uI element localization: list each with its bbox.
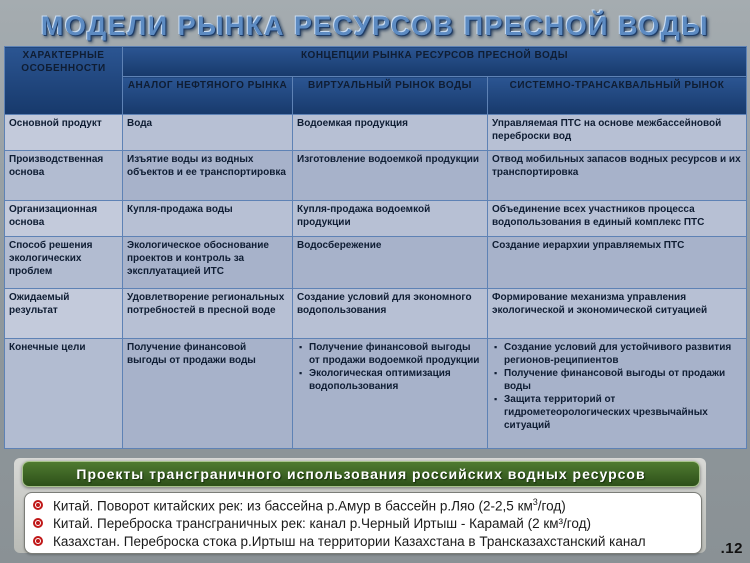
table-row xyxy=(5,237,747,289)
row-feature: Ожидаемый результат xyxy=(5,289,123,339)
col-header-oil-analog: АНАЛОГ НЕФТЯНОГО РЫНКА xyxy=(123,77,293,115)
cell-oil-analog: Изъятие воды из водных объектов и ее транспортировка xyxy=(123,151,293,201)
cell-system-market: Формирование механизма управления экологической и экономической ситуацией xyxy=(488,289,747,339)
table-row xyxy=(5,115,747,151)
list-item xyxy=(33,532,646,550)
list-item xyxy=(33,514,591,532)
cell-virtual-market xyxy=(293,339,488,449)
row-feature: Основной продукт xyxy=(5,115,123,151)
header-row-1 xyxy=(5,47,747,77)
cell-system-market: Отвод мобильных запасов водных ресурсов и их транспортировка xyxy=(488,151,747,201)
row-feature: Производственная основа xyxy=(5,151,123,201)
cell-virtual-market: Водосбережение xyxy=(293,237,488,289)
project-text: Китай. Поворот китайских рек: из бассейна р.Амур в бассейн р.Ляо (2-2,5 $км^3/год$) xyxy=(53,496,566,514)
table-row-final-goals xyxy=(5,339,747,449)
col-header-virtual-market: ВИРТУАЛЬНЫЙ РЫНОК ВОДЫ xyxy=(293,77,488,115)
cell-oil-analog: Вода xyxy=(123,115,293,151)
projects-list xyxy=(24,492,702,554)
cell-virtual-market: Купля-продажа водоемкой продукции xyxy=(293,201,488,237)
cell-virtual-market: Изготовление водоемкой продукции xyxy=(293,151,488,201)
cell-oil-analog: Экологическое обоснование проектов и контроль за эксплуатацией ИТС xyxy=(123,237,293,289)
projects-title: Проекты трансграничного использования российских водных ресурсов xyxy=(76,466,646,482)
cell-virtual-market: Водоемкая продукция xyxy=(293,115,488,151)
table-row xyxy=(5,289,747,339)
row-feature: Организационная основа xyxy=(5,201,123,237)
page-number: .12 xyxy=(720,540,743,557)
table-row xyxy=(5,151,747,201)
list-item: ▪ Экологическая оптимизация водопользования xyxy=(309,367,483,393)
project-text: Китай. Переброска трансграничных рек: канал р.Черный Иртыш - Карамай (2 км³/год) xyxy=(53,515,592,531)
row-feature: Способ решения экологических проблем xyxy=(5,237,123,289)
bullet-icon xyxy=(33,518,43,528)
list-item: ▪ Защита территорий от гидрометеорологических чрезвычайных ситуаций xyxy=(504,393,742,432)
col-header-system-market: СИСТЕМНО-ТРАНСАКВАЛЬНЫЙ РЫНОК xyxy=(488,77,747,115)
cell-oil-analog: Получение финансовой выгоды от продажи воды xyxy=(123,339,293,449)
projects-header xyxy=(22,461,700,487)
slide-title: МОДЕЛИ РЫНКА РЕСУРСОВ ПРЕСНОЙ ВОДЫ xyxy=(40,10,710,41)
table-row xyxy=(5,201,747,237)
virtual-goals-list xyxy=(297,341,483,393)
cell-oil-analog: Удовлетворение региональных потребностей в пресной воде xyxy=(123,289,293,339)
bullet-icon xyxy=(33,536,43,546)
bullet-icon xyxy=(33,500,43,510)
cell-system-market xyxy=(488,339,747,449)
title-bar xyxy=(0,2,750,50)
cell-system-market: Создание иерархии управляемых ПТС xyxy=(488,237,747,289)
list-item: ▪ Получение финансовой выгоды от продажи водоемкой продукции xyxy=(309,341,483,367)
system-goals-list xyxy=(492,341,742,432)
cell-system-market: Объединение всех участников процесса водопользования в единый комплекс ПТС xyxy=(488,201,747,237)
features-header: ХАРАКТЕРНЫЕ ОСОБЕННОСТИ xyxy=(5,47,123,115)
list-item: ▪ Получение финансовой выгоды от продажи воды xyxy=(504,367,742,393)
project-text: Казахстан. Переброска стока р.Иртыш на территории Казахстана в Трансказахстанский канал xyxy=(53,533,646,549)
cell-virtual-market: Создание условий для экономного водопользования xyxy=(293,289,488,339)
models-table xyxy=(4,46,747,449)
cell-system-market: Управляемая ПТС на основе межбассейновой переброски вод xyxy=(488,115,747,151)
row-feature: Конечные цели xyxy=(5,339,123,449)
list-item xyxy=(33,496,566,514)
concepts-header: КОНЦЕПЦИИ РЫНКА РЕСУРСОВ ПРЕСНОЙ ВОДЫ xyxy=(123,47,747,77)
list-item: ▪ Создание условий для устойчивого развития регионов-реципиентов xyxy=(504,341,742,367)
cell-oil-analog: Купля-продажа воды xyxy=(123,201,293,237)
